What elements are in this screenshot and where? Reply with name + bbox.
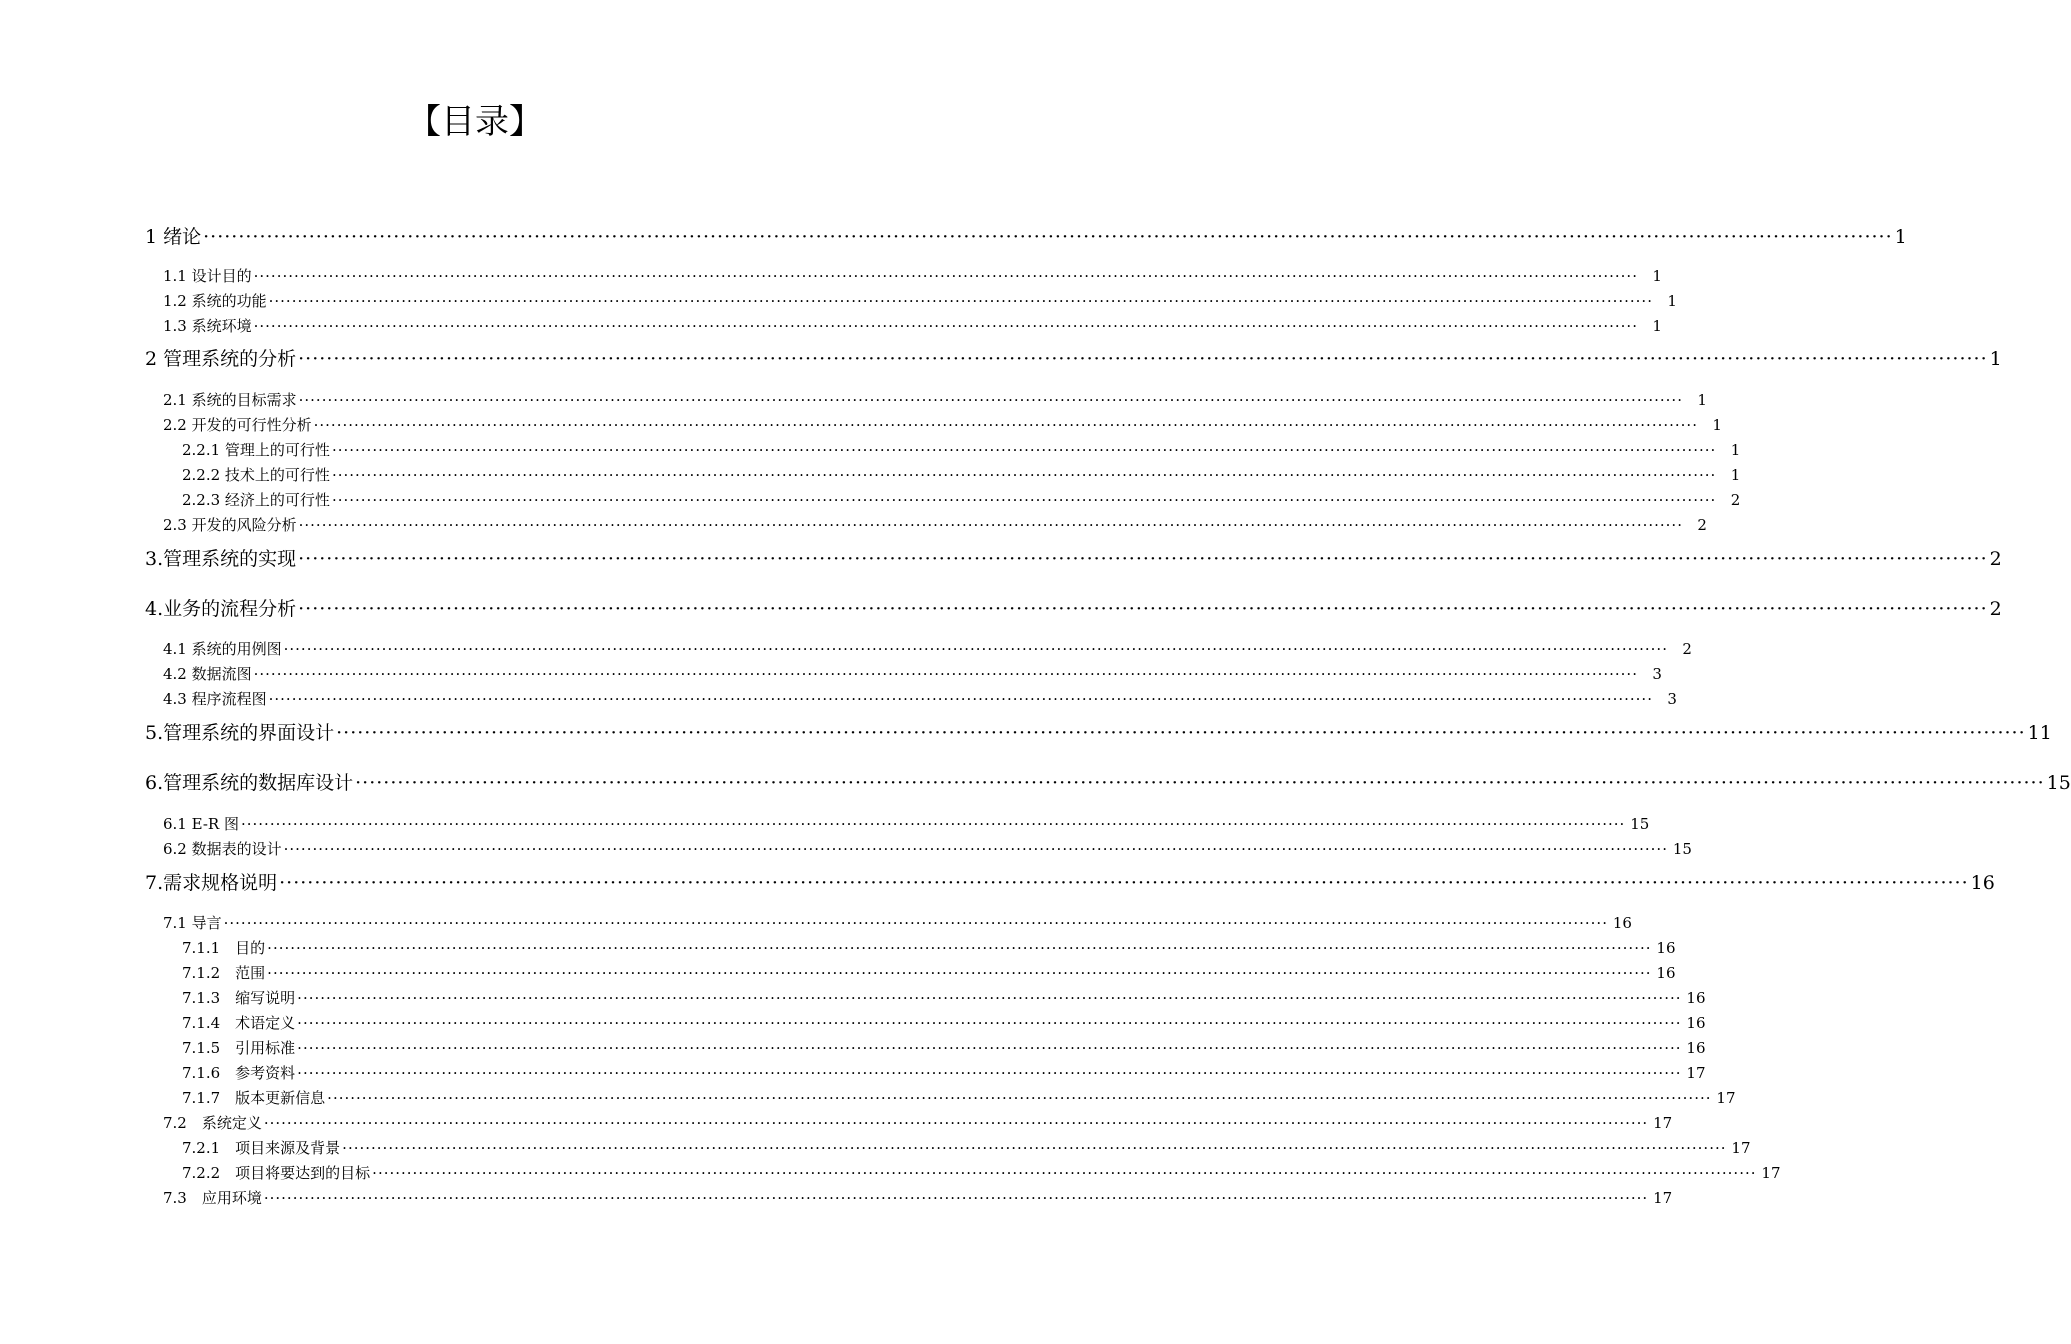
toc-entry-label: 7.3 应用环境 xyxy=(163,1189,262,1207)
toc-entry-label: 7.2.2 项目将要达到的目标 xyxy=(182,1164,371,1182)
toc-entry-page-number: 1 xyxy=(1652,317,1662,335)
toc-entry-page-number: 11 xyxy=(2027,722,2052,744)
toc-entry-page-number: 17 xyxy=(1653,1114,1673,1132)
toc-entry-page-number: 2 xyxy=(1697,516,1707,534)
toc-section-entry[interactable] xyxy=(182,1012,1706,1034)
toc-section-entry[interactable] xyxy=(182,439,1741,461)
toc-chapter-entry[interactable] xyxy=(145,546,2002,572)
toc-section-entry[interactable] xyxy=(182,489,1741,511)
toc-section-entry[interactable] xyxy=(182,1062,1706,1084)
toc-section-entry[interactable] xyxy=(182,1137,1751,1159)
toc-dot-leader: ················································································································································································································································ xyxy=(336,722,2026,744)
toc-section-entry[interactable] xyxy=(163,1187,1673,1209)
toc-dot-leader: ················································································································································································································································ xyxy=(203,226,1893,248)
toc-section-entry[interactable] xyxy=(182,1087,1736,1109)
toc-dot-leader: ················································································································································································································································ xyxy=(313,416,1698,434)
toc-dot-leader: ················································································································································································································································ xyxy=(253,267,1638,285)
toc-chapter-entry[interactable] xyxy=(145,346,2002,372)
toc-dot-leader: ················································································································································································································································ xyxy=(223,914,1608,932)
toc-dot-leader: ················································································································································································································································ xyxy=(298,548,1988,570)
toc-entry-page-number: 1 xyxy=(1697,391,1707,409)
toc-entry-page-number: 3 xyxy=(1667,690,1677,708)
toc-dot-leader: ················································································································································································································································ xyxy=(283,840,1668,858)
toc-entry-page-number: 1 xyxy=(1730,466,1741,484)
toc-dot-leader: ················································································································································································································································ xyxy=(240,815,1626,833)
toc-section-entry[interactable] xyxy=(163,688,1677,710)
toc-entry-label: 7.1 导言 xyxy=(163,914,222,932)
toc-title: 【目录】 xyxy=(407,102,543,142)
toc-entry-label: 4.1 系统的用例图 xyxy=(163,640,282,658)
toc-dot-leader: ················································································································································································································································ xyxy=(331,466,1717,484)
toc-entry-label: 7.1.1 目的 xyxy=(182,939,266,957)
toc-section-entry[interactable] xyxy=(163,638,1692,660)
toc-entry-page-number: 16 xyxy=(1686,1014,1706,1032)
toc-entry-label: 4.业务的流程分析 xyxy=(145,598,297,620)
toc-section-entry[interactable] xyxy=(163,663,1662,685)
toc-entry-label: 7.1.3 缩写说明 xyxy=(182,989,296,1007)
toc-entry-label: 3.管理系统的实现 xyxy=(145,548,297,570)
toc-dot-leader: ················································································································································································································································ xyxy=(331,441,1717,459)
toc-entry-label: 2 管理系统的分析 xyxy=(145,348,297,370)
toc-entry-page-number: 17 xyxy=(1686,1064,1706,1082)
toc-entry-page-number: 2 xyxy=(1682,640,1692,658)
toc-entry-label: 7.1.7 版本更新信息 xyxy=(182,1089,326,1107)
toc-chapter-entry[interactable] xyxy=(145,870,1995,896)
toc-entry-page-number: 16 xyxy=(1970,872,1995,894)
toc-section-entry[interactable] xyxy=(163,912,1632,934)
toc-entry-page-number: 17 xyxy=(1716,1089,1736,1107)
toc-entry-page-number: 17 xyxy=(1653,1189,1673,1207)
toc-section-entry[interactable] xyxy=(182,962,1676,984)
toc-section-entry[interactable] xyxy=(163,1112,1673,1134)
toc-dot-leader: ················································································································································································································································ xyxy=(263,1114,1649,1132)
toc-entry-label: 2.2.3 经济上的可行性 xyxy=(182,491,330,509)
toc-dot-leader: ················································································································································································································································ xyxy=(268,690,1653,708)
toc-entry-page-number: 15 xyxy=(1672,840,1692,858)
toc-dot-leader: ················································································································································································································································ xyxy=(267,964,1652,982)
toc-entry-label: 2.2 开发的可行性分析 xyxy=(163,416,312,434)
toc-chapter-entry[interactable] xyxy=(145,720,2052,746)
toc-dot-leader: ················································································································································································································································ xyxy=(263,1189,1649,1207)
toc-entry-page-number: 16 xyxy=(1656,964,1676,982)
toc-entry-label: 1.1 设计目的 xyxy=(163,267,252,285)
toc-dot-leader: ················································································································································································································································ xyxy=(298,598,1988,620)
toc-entry-label: 2.3 开发的风险分析 xyxy=(163,516,297,534)
toc-dot-leader: ················································································································································································································································ xyxy=(331,491,1717,509)
toc-entry-page-number: 2 xyxy=(1989,598,2002,620)
toc-entry-page-number: 15 xyxy=(1630,815,1650,833)
toc-entry-label: 2.2.1 管理上的可行性 xyxy=(182,441,330,459)
toc-entry-label: 4.3 程序流程图 xyxy=(163,690,267,708)
toc-entry-label: 1 绪论 xyxy=(145,226,202,248)
toc-entry-page-number: 16 xyxy=(1612,914,1632,932)
toc-section-entry[interactable] xyxy=(163,290,1677,312)
toc-entry-page-number: 2 xyxy=(1989,548,2002,570)
toc-entry-page-number: 16 xyxy=(1686,1039,1706,1057)
toc-entry-label: 7.需求规格说明 xyxy=(145,872,278,894)
toc-dot-leader: ················································································································································································································································ xyxy=(342,1139,1727,1157)
toc-entry-label: 2.1 系统的目标需求 xyxy=(163,391,297,409)
toc-entry-label: 1.3 系统环境 xyxy=(163,317,252,335)
toc-entry-label: 7.1.2 范围 xyxy=(182,964,266,982)
toc-dot-leader: ················································································································································································································································ xyxy=(298,348,1988,370)
toc-chapter-entry[interactable] xyxy=(145,224,1907,250)
toc-entry-label: 7.2.1 项目来源及背景 xyxy=(182,1139,341,1157)
toc-section-entry[interactable] xyxy=(163,315,1662,337)
toc-entry-label: 7.1.4 术语定义 xyxy=(182,1014,296,1032)
toc-entry-page-number: 1 xyxy=(1667,292,1677,310)
toc-section-entry[interactable] xyxy=(182,987,1706,1009)
toc-entry-label: 7.1.6 参考资料 xyxy=(182,1064,296,1082)
toc-entry-page-number: 3 xyxy=(1652,665,1662,683)
toc-dot-leader: ················································································································································································································································ xyxy=(267,939,1652,957)
toc-dot-leader: ················································································································································································································································ xyxy=(268,292,1653,310)
toc-entry-label: 5.管理系统的界面设计 xyxy=(145,722,335,744)
toc-entry-page-number: 1 xyxy=(1894,226,1907,248)
toc-section-entry[interactable] xyxy=(163,514,1707,536)
toc-entry-page-number: 1 xyxy=(1712,416,1722,434)
toc-section-entry[interactable] xyxy=(163,813,1650,835)
toc-dot-leader: ················································································································································································································································ xyxy=(253,317,1638,335)
toc-dot-leader: ················································································································································································································································ xyxy=(297,1039,1682,1057)
toc-section-entry[interactable] xyxy=(163,414,1722,436)
toc-section-entry[interactable] xyxy=(163,265,1662,287)
toc-entry-label: 7.2 系统定义 xyxy=(163,1114,262,1132)
toc-section-entry[interactable] xyxy=(182,1037,1706,1059)
toc-dot-leader: ················································································································································································································································ xyxy=(355,772,2045,794)
toc-dot-leader: ················································································································································································································································ xyxy=(327,1089,1712,1107)
toc-entry-label: 6.2 数据表的设计 xyxy=(163,840,282,858)
toc-dot-leader: ················································································································································································································································ xyxy=(297,989,1682,1007)
toc-entry-label: 1.2 系统的功能 xyxy=(163,292,267,310)
toc-entry-page-number: 15 xyxy=(2046,772,2071,794)
toc-dot-leader: ················································································································································································································································ xyxy=(298,516,1683,534)
toc-dot-leader: ················································································································································································································································ xyxy=(279,872,1969,894)
toc-dot-leader: ················································································································································································································································ xyxy=(253,665,1638,683)
toc-entry-page-number: 1 xyxy=(1989,348,2002,370)
toc-entry-page-number: 17 xyxy=(1731,1139,1751,1157)
toc-section-entry[interactable] xyxy=(182,464,1741,486)
toc-entry-page-number: 1 xyxy=(1730,441,1741,459)
toc-section-entry[interactable] xyxy=(163,389,1707,411)
toc-chapter-entry[interactable] xyxy=(145,596,2002,622)
toc-dot-leader: ················································································································································································································································ xyxy=(372,1164,1757,1182)
toc-section-entry[interactable] xyxy=(182,1162,1781,1184)
toc-entry-label: 6.管理系统的数据库设计 xyxy=(145,772,354,794)
toc-entry-page-number: 2 xyxy=(1730,491,1741,509)
toc-entry-label: 4.2 数据流图 xyxy=(163,665,252,683)
toc-entry-page-number: 1 xyxy=(1652,267,1662,285)
toc-section-entry[interactable] xyxy=(163,838,1692,860)
toc-dot-leader: ················································································································································································································································ xyxy=(297,1014,1682,1032)
toc-dot-leader: ················································································································································································································································ xyxy=(297,1064,1682,1082)
toc-entry-page-number: 16 xyxy=(1686,989,1706,1007)
toc-entry-label: 6.1 E-R 图 xyxy=(163,815,239,833)
toc-entry-label: 2.2.2 技术上的可行性 xyxy=(182,466,330,484)
toc-entry-label: 7.1.5 引用标准 xyxy=(182,1039,296,1057)
toc-dot-leader: ················································································································································································································································ xyxy=(283,640,1668,658)
toc-entry-page-number: 17 xyxy=(1761,1164,1781,1182)
toc-entry-page-number: 16 xyxy=(1656,939,1676,957)
toc-dot-leader: ················································································································································································································································ xyxy=(298,391,1683,409)
toc-section-entry[interactable] xyxy=(182,937,1676,959)
toc-chapter-entry[interactable] xyxy=(145,770,2071,796)
